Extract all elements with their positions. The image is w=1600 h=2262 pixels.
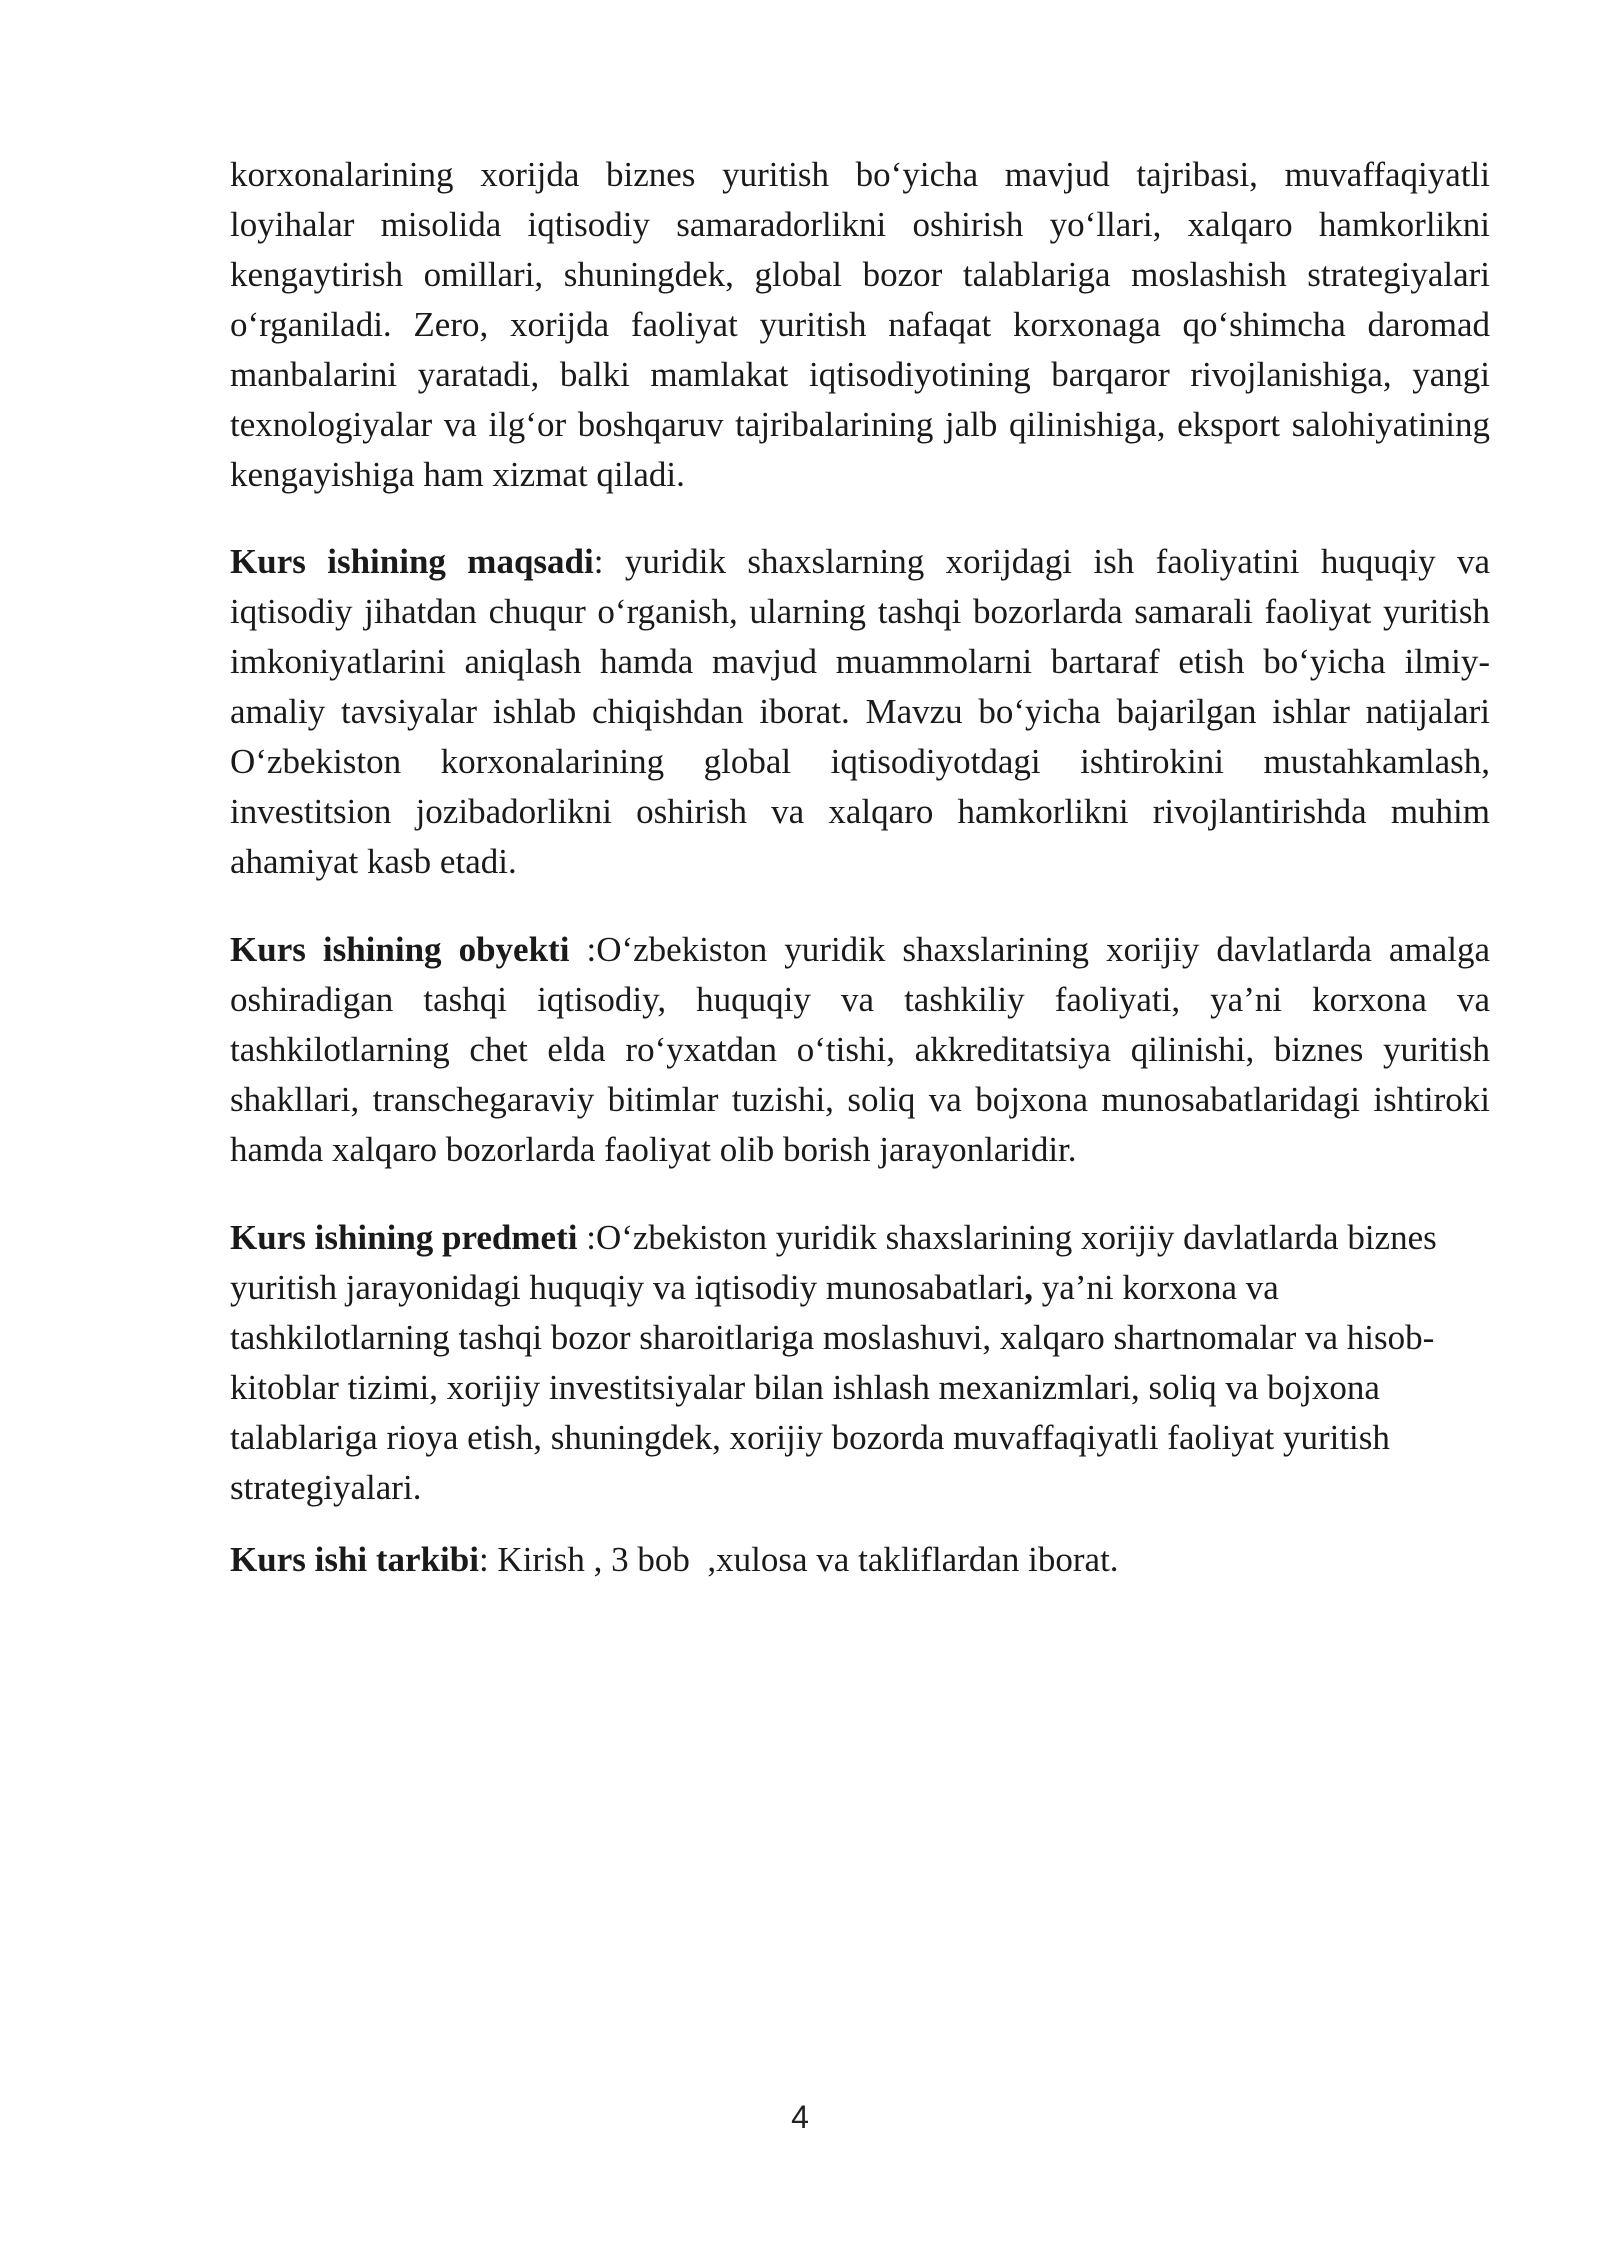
structure-label: Kurs ishi tarkibi <box>230 1540 479 1579</box>
goal-text: : yuridik shaxslarning xorijdagi ish faoliyatini huquqiy va iqtisodiy jihatdan chuqur o‘rganish, ularning tashqi bozorlarda samarali faoliyat yuritish imkoniyatlarini aniqlash hamda mavjud muammolarni bartaraf etish bo‘yicha ilmiy-amaliy tavsiyalar ishlab chiqishdan iborat. Mavzu bo‘yicha bajarilgan ishlar natijalari O‘zbekiston korxonalarining global iqtisodiyotdagi ishtirokini mustahkamlash, investitsion jozibadorlikni oshirish va xalqaro hamkorlikni rivojlantirishda muhim ahamiyat kasb etadi. <box>230 542 1491 881</box>
intro-paragraph: korxonalarining xorijda biznes yuritish bo‘yicha mavjud tajribasi, muvaffaqiyatli loyihalar misolida iqtisodiy samaradorlikni oshirish yo‘llari, xalqaro hamkorlikni kengaytirish omillari, shuningdek, global bozor talablariga moslashish strategiyalari o‘rganiladi. Zero, xorijda faoliyat yuritish nafaqat korxonaga qo‘shimcha daromad manbalarini yaratadi, balki mamlakat iqtisodiyotining barqaror rivojlanishiga, yangi texnologiyalar va ilg‘or boshqaruv tajribalarining jalb qilinishiga, eksport salohiyatining kengayishiga ham xizmat qiladi. <box>230 155 1490 494</box>
object-text: :O‘zbekiston yuridik shaxslarining xorijiy davlatlarda amalga oshiradigan tashqi iqtisodiy, huquqiy va tashkiliy faoliyati, ya’ni korxona va tashkilotlarning chet elda ro‘yxatdan o‘tishi, akkreditatsiya qilinishi, biznes yuritish shakllari, transchegaraviy bitimlar tuzishi, soliq va bojxona munosabatlaridagi ishtiroki hamda xalqaro bozorlarda faoliyat olib borish jarayonlaridir. <box>230 930 1490 1169</box>
subject-text-after: ya’ni korxona va tashkilotlarning tashqi bozor sharoitlariga moslashuvi, xalqaro shartnomalar va hisob-kitoblar tizimi, xorijiy investitsiyalar bilan ishlash mexanizmlari, soliq va bojxona talablariga rioya etish, shuningdek, xorijiy bozorda muvaffaqiyatli faoliyat yuritish strategiyalari. <box>230 1268 1435 1507</box>
subject-paragraph <box>230 1213 1490 1513</box>
subject-text-before: :O‘zbekiston yuridik shaxslarining xorijiy davlatlarda biznes yuritish jarayonidagi huquqiy va iqtisodiy munosabatlari <box>230 1218 1437 1307</box>
object-paragraph <box>230 925 1490 1175</box>
structure-paragraph <box>230 1535 1490 1585</box>
goal-label: Kurs ishining maqsadi <box>230 542 594 581</box>
page-number: 4 <box>791 2099 809 2135</box>
subject-bold-comma: , <box>1024 1268 1033 1307</box>
object-label: Kurs ishining obyekti <box>230 930 570 969</box>
goal-paragraph <box>230 537 1490 887</box>
subject-label: Kurs ishining predmeti <box>230 1218 578 1257</box>
structure-text: : Kirish , 3 bob ,xulosa va takliflardan iborat. <box>478 1540 1119 1579</box>
